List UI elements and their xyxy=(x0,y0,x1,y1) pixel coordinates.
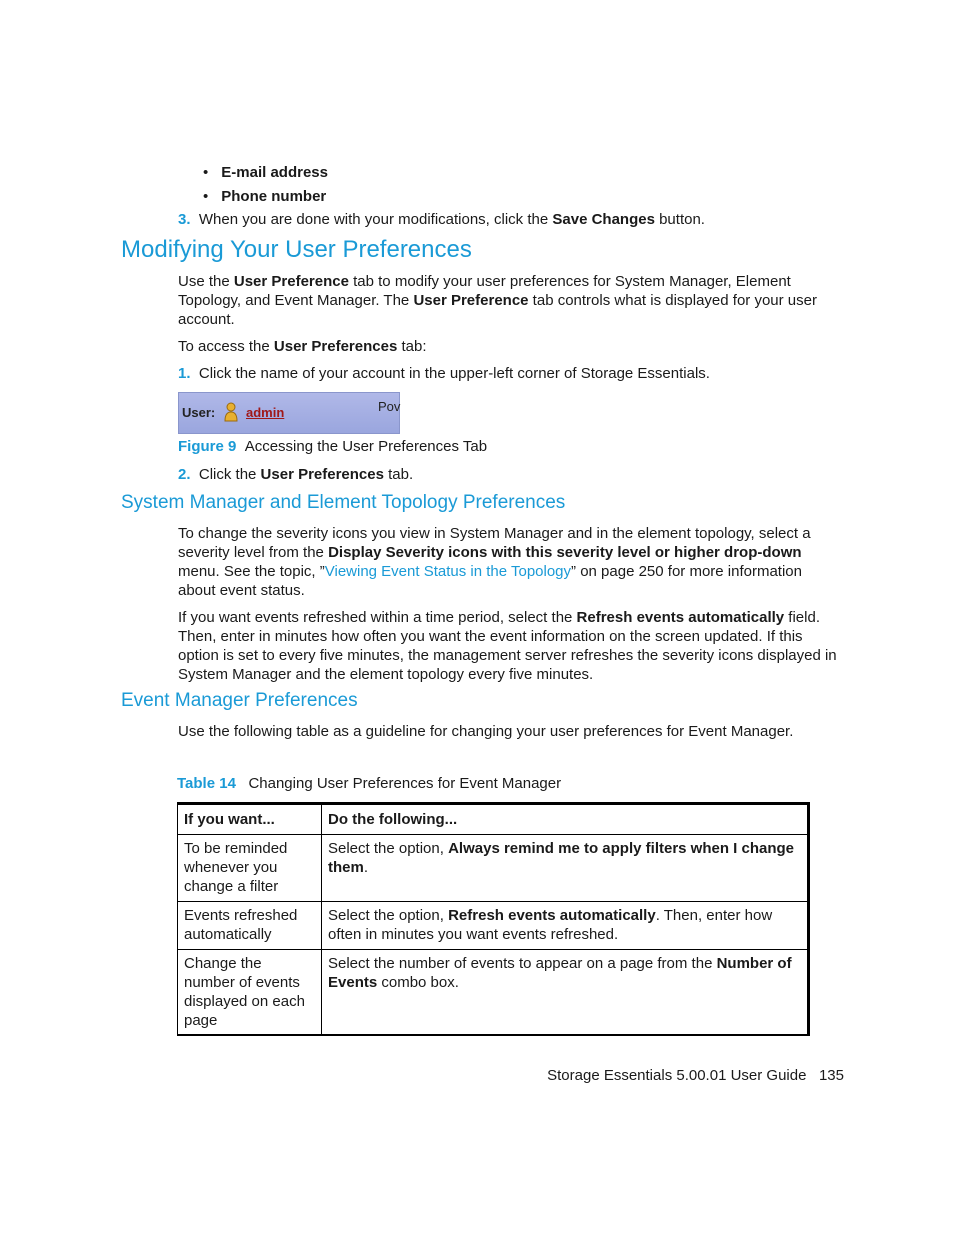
step-text: button. xyxy=(654,211,705,228)
bold-text: Number of Events xyxy=(328,955,792,991)
text: ” on page 250 for more information about event status. xyxy=(178,563,802,599)
table-header-row xyxy=(178,804,809,835)
text: tab: xyxy=(397,338,427,355)
cell-want: Change the number of events displayed on each page xyxy=(178,950,322,1036)
step-3 xyxy=(178,211,705,228)
step-bold: User Preferences xyxy=(260,466,384,483)
paragraph: Use the following table as a guideline for changing your user preferences for Event Manager. xyxy=(178,723,794,740)
text: tab to modify your user preferences for System Manager, Element Topology, and Event Manager. The xyxy=(178,273,791,309)
section-title-modifying: Modifying Your User Preferences xyxy=(121,236,472,263)
step-1 xyxy=(178,365,710,382)
paragraph xyxy=(178,337,838,356)
text: To change the severity icons you view in System Manager and in the element topology, select a severity level from the xyxy=(178,525,811,561)
cell-do xyxy=(322,950,809,1036)
bullet-icon: • xyxy=(203,164,209,181)
table-row xyxy=(178,835,809,902)
caption-text: Accessing the User Preferences Tab xyxy=(244,438,488,455)
bold-text: Always remind me to apply filters when I change them xyxy=(328,840,795,876)
bold-text: Display Severity icons with this severity level or higher drop-down xyxy=(328,544,802,561)
caption-label: Table 14 xyxy=(177,775,236,792)
column-header: If you want... xyxy=(178,804,322,835)
table-row xyxy=(178,950,809,1036)
page-footer xyxy=(547,1067,844,1084)
user-label: User: xyxy=(182,405,216,420)
cell-do xyxy=(322,835,809,902)
step-bold: Save Changes xyxy=(552,211,655,228)
step-text: Click the name of your account in the upper-left corner of Storage Essentials. xyxy=(198,365,710,382)
preferences-table xyxy=(177,802,810,1036)
bold-text: User Preference xyxy=(233,273,349,290)
truncated-text: Pov xyxy=(378,399,401,414)
cell-want: Events refreshed automatically xyxy=(178,902,322,950)
caption-text: Changing User Preferences for Event Manager xyxy=(248,775,562,792)
text: Use the xyxy=(178,273,234,290)
text: field. Then, enter in minutes how often you want the event information on the screen updated. If this option is set to every five minutes, the management server refreshes the severity icons displayed in System Manager and the element topology every five minutes. xyxy=(178,609,837,683)
step-text: When you are done with your modifications, click the xyxy=(198,211,553,228)
section-title-event-manager: Event Manager Preferences xyxy=(121,690,358,711)
table-caption xyxy=(177,775,561,792)
step-text: tab. xyxy=(383,466,414,483)
section-title-system-manager: System Manager and Element Topology Preferences xyxy=(121,492,566,513)
bold-text: User Preference xyxy=(413,292,529,309)
text: If you want events refreshed within a time period, select the xyxy=(178,609,577,626)
user-icon xyxy=(224,402,238,422)
text: Select the option, xyxy=(328,840,449,857)
account-link[interactable]: admin xyxy=(246,405,285,420)
bullet-phone xyxy=(203,188,326,205)
step-number: 2. xyxy=(178,466,191,483)
cell-do xyxy=(322,902,809,950)
paragraph xyxy=(178,608,838,684)
footer-title: Storage Essentials 5.00.01 User Guide xyxy=(547,1067,807,1084)
paragraph xyxy=(178,524,838,600)
step-number: 1. xyxy=(178,365,191,382)
cell-want: To be reminded whenever you change a filter xyxy=(178,835,322,902)
table-row xyxy=(178,902,809,950)
bullet-email xyxy=(203,164,328,181)
step-text: Click the xyxy=(198,466,261,483)
text: combo box. xyxy=(377,974,459,991)
bullet-icon: • xyxy=(203,188,209,205)
text: . Then, enter how often in minutes you want events refreshed. xyxy=(328,907,773,943)
text: Select the option, xyxy=(328,907,449,924)
figure-caption xyxy=(178,438,487,455)
bold-text: Refresh events automatically xyxy=(448,907,656,924)
topic-link[interactable]: Viewing Event Status in the Topology xyxy=(324,563,572,580)
paragraph xyxy=(178,272,838,329)
text: menu. See the topic, ” xyxy=(178,563,325,580)
text: To access the xyxy=(178,338,274,355)
column-header: Do the following... xyxy=(322,804,809,835)
caption-label: Figure 9 xyxy=(178,438,237,455)
bold-text: Refresh events automatically xyxy=(576,609,785,626)
bold-text: User Preferences xyxy=(273,338,398,355)
figure-user-bar xyxy=(178,392,400,434)
text: tab controls what is displayed for your user account. xyxy=(178,292,817,328)
page-number: 135 xyxy=(818,1067,844,1084)
step-number: 3. xyxy=(178,211,191,228)
bullet-text: Phone number xyxy=(221,188,327,205)
text: Select the number of events to appear on a page from the xyxy=(328,955,717,972)
step-2 xyxy=(178,466,413,483)
bullet-text: E-mail address xyxy=(221,164,328,181)
text: . xyxy=(363,859,369,876)
